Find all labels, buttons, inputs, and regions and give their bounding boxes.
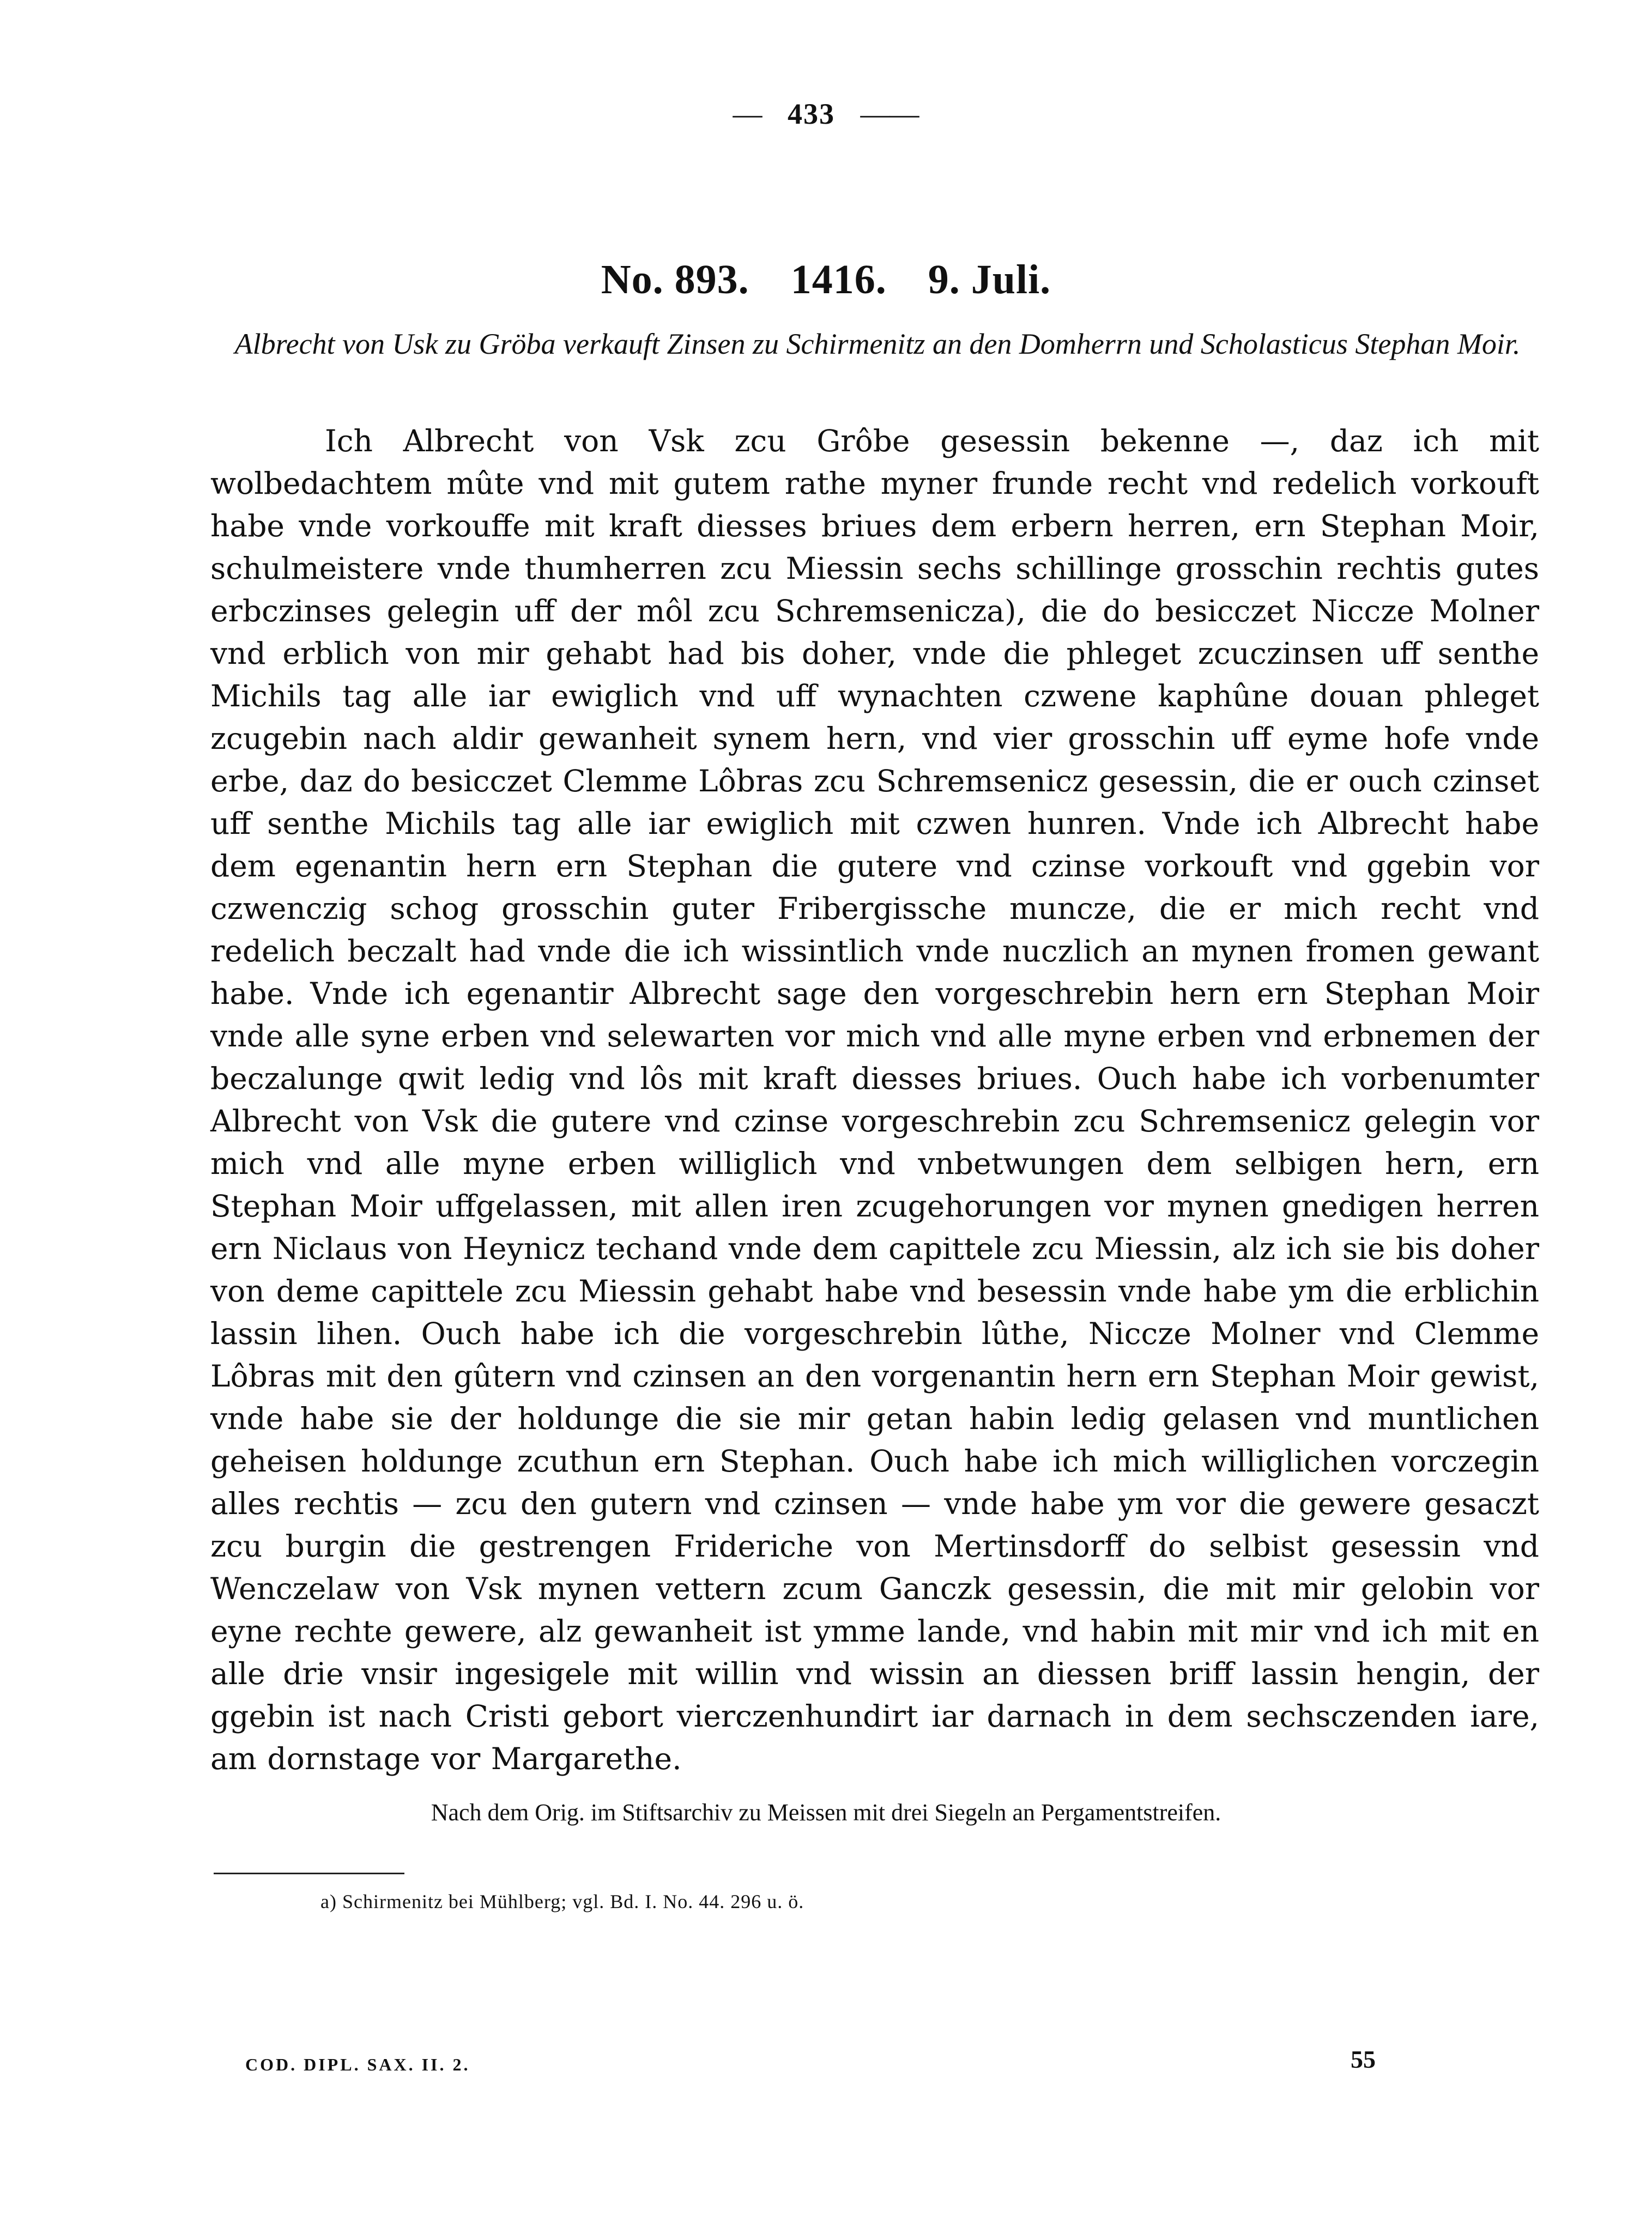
document-heading [0, 256, 1652, 304]
source-note: Nach dem Orig. im Stiftsarchiv zu Meissen mit drei Siegeln an Pergamentstreifen. [431, 1799, 1221, 1826]
signature-number: 55 [1351, 2045, 1376, 2073]
footnote-divider [214, 1873, 404, 1874]
document-body: Ich Albrecht von Vsk zcu Grôbe gesessin bekenne —, daz ich mit wolbedachtem mûte vnd mit gutem rathe myner frunde recht vnd redelich vorkouft habe vnde vorkouffe mit kraft diesses briues dem erbern herren, ern Stephan Moir, schulmeistere vnde thumherren zcu Miessin sechs schillinge grosschin rechtis gutes erbczinses gelegin uff der môl zcu Schremsenicza), die do besicczet Niccze Molner vnd erblich von mir gehabt had bis doher, vnde die phleget zcuczinsen uff senthe Michils tag alle iar ewiglich vnd uff wynachten czwene kaphûne douan phleget zcugebin nach aldir gewanheit synem hern, vnd vier grosschin uff eyme hofe vnde erbe, daz do besicczet Clemme Lôbras zcu Schremsenicz gesessin, die er ouch czinset uff senthe Michils tag alle iar ewiglich mit czwen hunren. Vnde ich Albrecht habe dem egenantin hern ern Stephan die gutere vnd czinse vorkouft vnd ggebin vor czwenczig schog grosschin guter Fribergissche muncze, die er mich recht vnd redelich beczalt had vnde die ich wissintlich vnde nuczlich an mynen fromen gewant habe. Vnde ich egenantir Albrecht sage den vorgeschrebin hern ern Stephan Moir vnde alle syne erben vnd selewarten vor mich vnd alle myne erben vnd erbnemen der beczalunge qwit ledig vnd lôs mit kraft diesses briues. Ouch habe ich vorbenumter Albrecht von Vsk die gutere vnd czinse vorgeschrebin zcu Schremsenicz gelegin vor mich vnd alle myne erben williglich vnd vnbetwungen dem selbigen hern, ern Stephan Moir uffgelassen, mit allen iren zcugehorungen vor mynen gnedigen herren ern Niclaus von Heynicz techand vnde dem capittele zcu Miessin, alz ich sie bis doher von deme capittele zcu Miessin gehabt habe vnd besessin vnde habe ym die erblichin lassin lihen. Ouch habe ich die vorgeschrebin lûthe, Niccze Molner vnd Clemme Lôbras mit den gûtern vnd czinsen an den vorgenantin hern ern Stephan Moir gewist, vnde habe sie der holdunge die sie mir getan habin ledig gelasen vnd muntlichen geheisen holdunge zcuthun ern Stephan. Ouch habe ich mich williglichen vorczegin alles rechtis — zcu den gutern vnd czinsen — vnde habe ym vor die gewere gesaczt zcu burgin die gestrengen Frideriche von Mertinsdorff do selbist gesessin vnd Wenczelaw von Vsk mynen vettern zcum Ganczk gesessin, die mit mir gelobin vor eyne rechte gewere, alz gewanheit ist ymme lande, vnd habin mit mir vnd ich mit en alle drie vnsir ingesigele mit willin vnd wissin an diessen briff lassin hengin, der ggebin ist nach Cristi gebort vierczenhundirt iar darnach in dem sechsczenden iare, am dornstage vor Margarethe. [210, 423, 1539, 1776]
header-dash-right: —— [860, 98, 919, 130]
document-date: 9. Juli. [928, 257, 1051, 302]
document-year: 1416. [790, 257, 887, 302]
page-number: 433 [788, 98, 835, 130]
page-number-line [0, 97, 1652, 131]
header-dash-left: — [733, 98, 763, 130]
document-number: No. 893. [601, 257, 749, 302]
signature-mark: COD. DIPL. SAX. II. 2. [245, 2055, 470, 2074]
document-summary: Albrecht von Usk zu Gröba verkauft Zinsen zu Schirmenitz an den Domherrn und Scholasticus Stephan Moir. [234, 328, 1521, 360]
footnote: a) Schirmenitz bei Mühlberg; vgl. Bd. I. No. 44. 296 u. ö. [320, 1891, 804, 1912]
